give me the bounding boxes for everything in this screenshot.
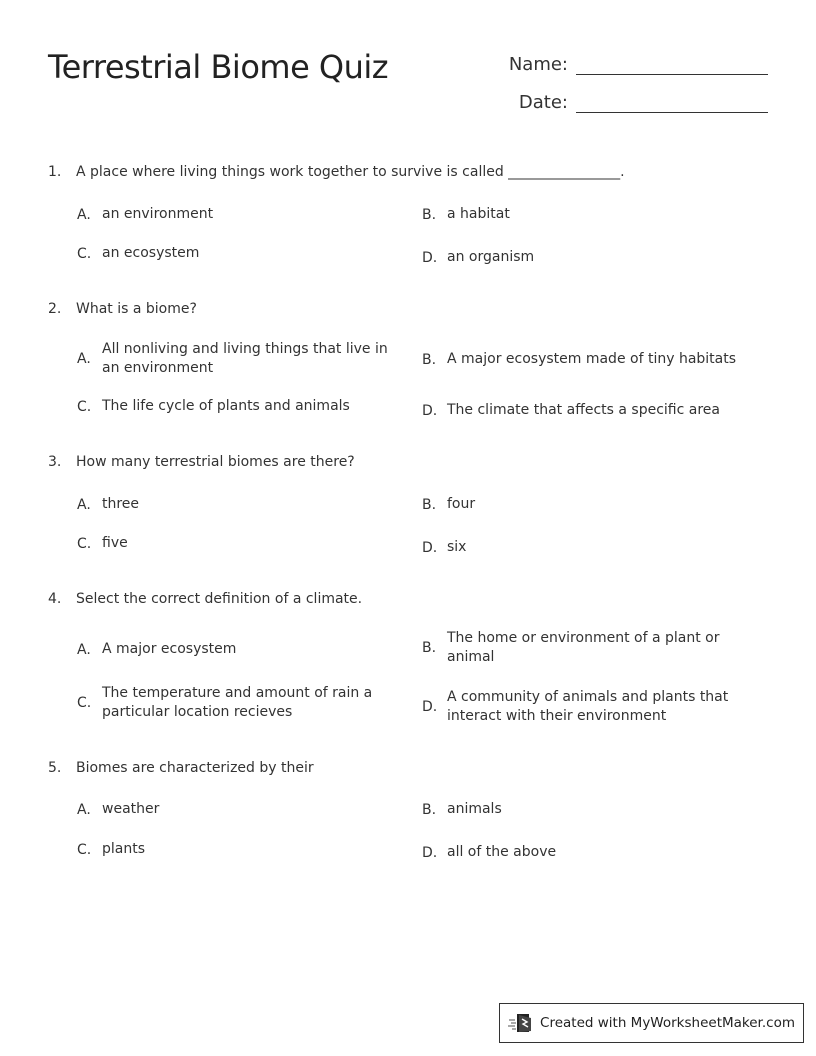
- option-4a: [77, 640, 407, 659]
- option-5c: [77, 840, 407, 859]
- option-text: all of the above: [447, 844, 557, 860]
- option-letter: D.: [422, 844, 438, 861]
- option-text: plants: [102, 841, 146, 857]
- option-letter: A.: [77, 206, 91, 223]
- question-number: 2.: [48, 301, 62, 317]
- option-letter: D.: [422, 539, 438, 556]
- option-1a: [77, 205, 407, 224]
- option-text: six: [447, 539, 467, 555]
- date-label: Date:: [518, 92, 568, 113]
- option-4d: [422, 688, 752, 726]
- page-title: Terrestrial Biome Quiz: [48, 48, 389, 86]
- option-3b: [422, 495, 752, 514]
- option-2d: [422, 401, 762, 420]
- worksheet-maker-logo-icon: [508, 1012, 534, 1034]
- option-text: five: [102, 535, 128, 551]
- option-text: A community of animals and plants that interact with their environment: [447, 689, 729, 724]
- date-blank-line: [576, 90, 768, 113]
- name-field: [509, 52, 768, 75]
- question-3: [48, 454, 768, 470]
- question-text: What is a biome?: [76, 301, 197, 317]
- option-text: All nonliving and living things that live in an environment: [102, 341, 388, 376]
- option-letter: C.: [77, 535, 92, 552]
- option-3c: [77, 534, 407, 553]
- option-letter: C.: [77, 398, 92, 415]
- footer-text: Created with MyWorksheetMaker.com: [540, 1015, 795, 1031]
- question-4: [48, 591, 768, 607]
- name-label: Name:: [508, 54, 568, 75]
- option-letter: B.: [422, 801, 437, 818]
- option-letter: C.: [77, 245, 92, 262]
- question-text: A place where living things work together to survive is called ________________.: [76, 164, 625, 180]
- option-letter: B.: [422, 206, 437, 223]
- question-1: [48, 164, 768, 180]
- option-letter: C.: [77, 841, 92, 858]
- option-1d: [422, 248, 752, 267]
- option-4c: [77, 684, 397, 722]
- option-letter: D.: [422, 249, 438, 266]
- option-text: The temperature and amount of rain a particular location recieves: [102, 685, 373, 720]
- question-text: How many terrestrial biomes are there?: [76, 454, 355, 470]
- name-blank-line: [576, 52, 768, 75]
- option-text: four: [447, 496, 476, 512]
- option-letter: A.: [77, 496, 91, 513]
- option-4b: [422, 629, 752, 667]
- option-text: animals: [447, 801, 502, 817]
- option-letter: D.: [422, 699, 438, 715]
- option-text: three: [102, 496, 140, 512]
- option-2c: [77, 397, 407, 416]
- option-letter: A.: [77, 351, 91, 367]
- option-text: a habitat: [447, 206, 510, 222]
- question-number: 4.: [48, 591, 62, 607]
- option-1b: [422, 205, 752, 224]
- option-text: The climate that affects a specific area: [447, 402, 720, 418]
- option-text: an ecosystem: [102, 245, 200, 261]
- option-5a: [77, 800, 407, 819]
- question-5: [48, 760, 768, 776]
- question-text: Biomes are characterized by their: [76, 760, 314, 776]
- question-text: Select the correct definition of a climate.: [76, 591, 363, 607]
- option-text: A major ecosystem made of tiny habitats: [447, 351, 737, 367]
- question-number: 3.: [48, 454, 62, 470]
- option-letter: B.: [422, 496, 437, 513]
- option-text: an organism: [447, 249, 535, 265]
- option-3d: [422, 538, 752, 557]
- option-letter: B.: [422, 351, 437, 368]
- option-3a: [77, 495, 407, 514]
- footer-credit: [499, 1003, 804, 1043]
- option-text: A major ecosystem: [102, 641, 237, 657]
- option-letter: C.: [77, 695, 92, 711]
- option-1c: [77, 244, 407, 263]
- option-letter: D.: [422, 402, 438, 419]
- question-2: [48, 301, 768, 317]
- option-text: an environment: [102, 206, 214, 222]
- option-letter: A.: [77, 801, 91, 818]
- option-letter: A.: [77, 641, 91, 658]
- option-5d: [422, 843, 752, 862]
- option-2b: [422, 350, 762, 369]
- option-text: The home or environment of a plant or animal: [447, 630, 720, 665]
- option-text: The life cycle of plants and animals: [102, 398, 350, 414]
- option-text: weather: [102, 801, 160, 817]
- date-field: [519, 90, 768, 113]
- option-2a: [77, 340, 407, 378]
- question-number: 1.: [48, 164, 62, 180]
- question-number: 5.: [48, 760, 62, 776]
- option-letter: B.: [422, 640, 437, 656]
- option-5b: [422, 800, 752, 819]
